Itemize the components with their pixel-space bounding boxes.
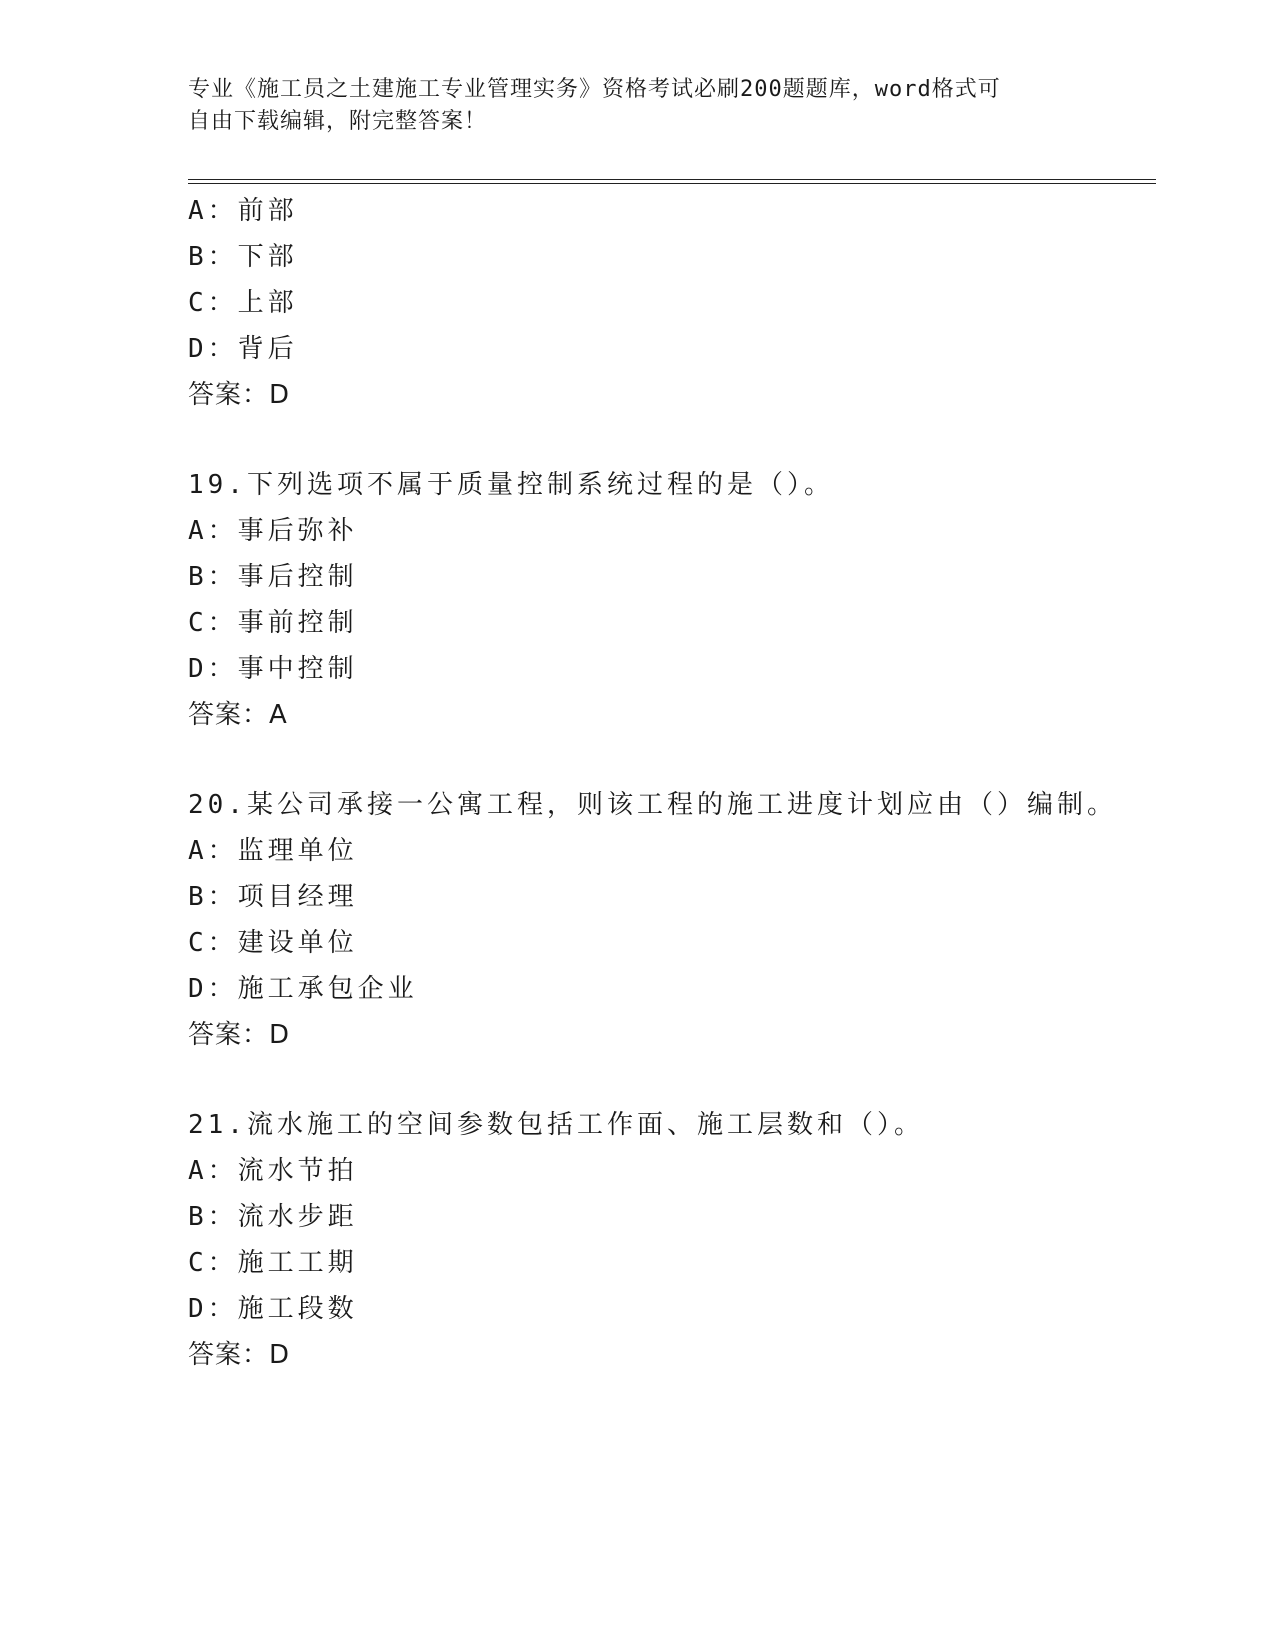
option-a: A：前部 bbox=[188, 196, 298, 226]
answer-line: 答案：A bbox=[188, 700, 288, 730]
option-a: A：流水节拍 bbox=[188, 1156, 358, 1186]
option-b: B：流水步距 bbox=[188, 1202, 358, 1232]
prev-question-block bbox=[188, 188, 1156, 418]
header-title-line-1: 专业《施工员之土建施工专业管理实务》资格考试必刷200题题库，word格式可 bbox=[188, 77, 1001, 102]
option-c: C：上部 bbox=[188, 288, 298, 318]
option-b: B：项目经理 bbox=[188, 882, 358, 912]
answer-line: 答案：D bbox=[188, 380, 291, 410]
question-19 bbox=[188, 462, 1156, 738]
document-body bbox=[188, 188, 1156, 1378]
option-c: C：建设单位 bbox=[188, 928, 358, 958]
question-stem: 20.某公司承接一公寓工程，则该工程的施工进度计划应由（）编制。 bbox=[188, 790, 1117, 820]
header-rule-bottom bbox=[188, 183, 1156, 184]
option-c: C：事前控制 bbox=[188, 608, 358, 638]
question-20 bbox=[188, 782, 1156, 1058]
question-stem: 19.下列选项不属于质量控制系统过程的是（）。 bbox=[188, 470, 834, 500]
option-b: B：下部 bbox=[188, 242, 298, 272]
option-c: C：施工工期 bbox=[188, 1248, 358, 1278]
option-d: D：施工承包企业 bbox=[188, 974, 418, 1004]
option-d: D：施工段数 bbox=[188, 1294, 358, 1324]
answer-line: 答案：D bbox=[188, 1020, 291, 1050]
question-stem: 21.流水施工的空间参数包括工作面、施工层数和（）。 bbox=[188, 1110, 924, 1140]
header-title-line-2: 自由下载编辑，附完整答案！ bbox=[188, 109, 488, 134]
question-21 bbox=[188, 1102, 1156, 1378]
header-rule-top bbox=[188, 179, 1156, 180]
option-a: A：事后弥补 bbox=[188, 516, 358, 546]
option-a: A：监理单位 bbox=[188, 836, 358, 866]
answer-line: 答案：D bbox=[188, 1340, 291, 1370]
option-d: D：事中控制 bbox=[188, 654, 358, 684]
option-b: B：事后控制 bbox=[188, 562, 358, 592]
document-header bbox=[188, 74, 1078, 138]
option-d: D：背后 bbox=[188, 334, 298, 364]
